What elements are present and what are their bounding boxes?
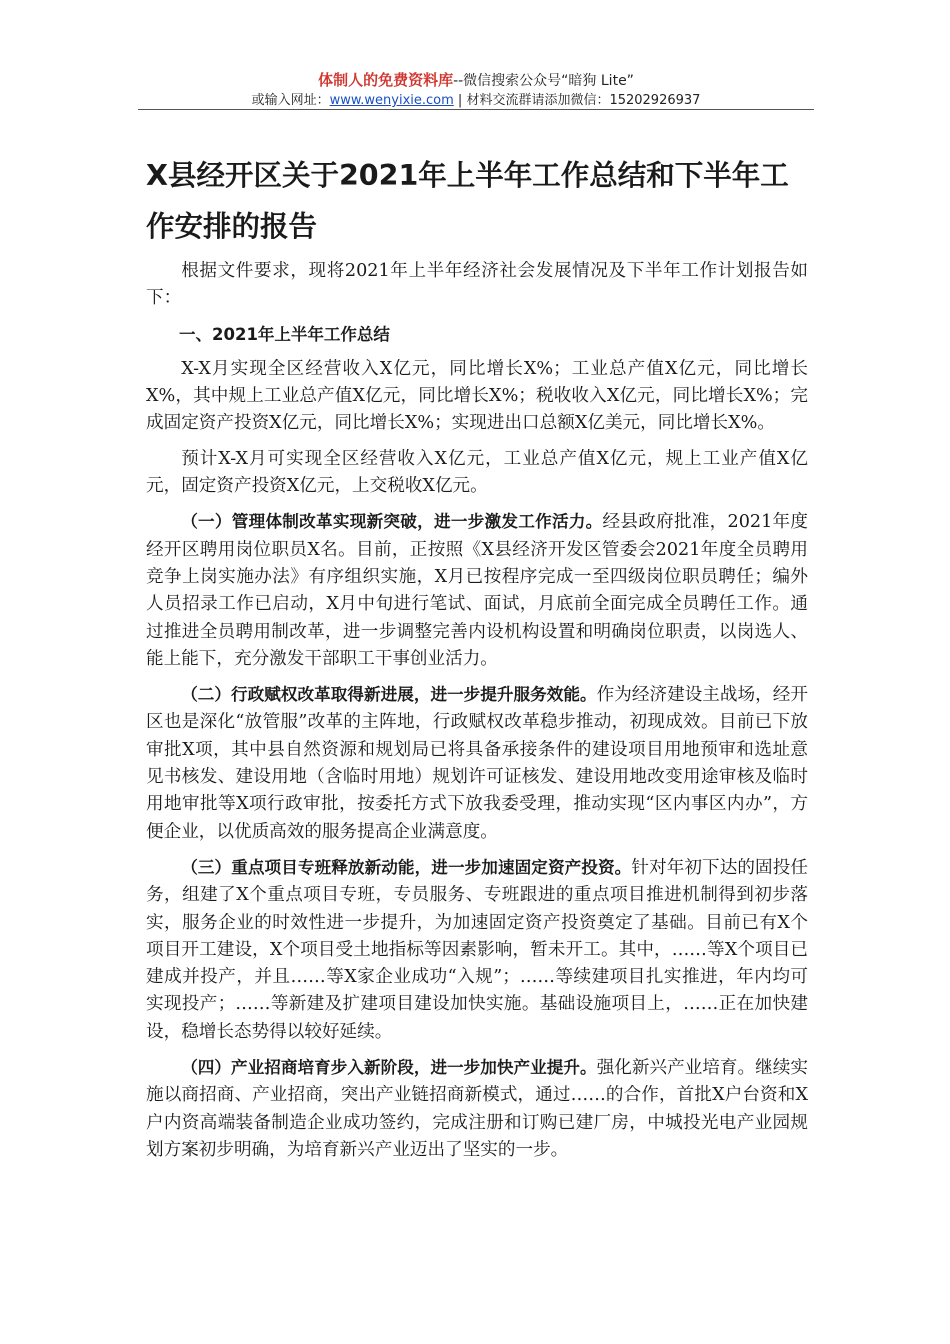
header-line-1 [138,70,814,91]
item-paragraph-1 [146,508,808,673]
section-heading: 一、2021年上半年工作总结 [179,324,390,344]
header-url-link[interactable]: www.wenyixie.com [329,93,454,108]
stats-paragraph-1: X-X月实现全区经营收入X亿元，同比增长X%；工业总产值X亿元，同比增长X%，其中规上工业总产值X亿元，同比增长X%；税收收入X亿元，同比增长X%；完成固定资产投资X亿元，同比增长X%；实现进出口总额X亿美元，同比增长X%。 [146,358,808,434]
header-url-prefix: 或输入网址： [251,93,330,108]
item-text-4: 强化新兴产业培育。继续实施以商招商、产业招商，突出产业链招商新模式，通过……的合作，首批X户台资和X户内资高端装备制造企业成功签约，完成注册和订购已建厂房，中城投光电产业园规划方案初步明确，为培育新兴产业迈出了坚实的一步。 [146,1058,808,1160]
item-text-2: 作为经济建设主战场，经开区也是深化“放管服”改革的主阵地，行政赋权改革稳步推动，初现成效。目前已下放审批X项，其中县自然资源和规划局已将具备承接条件的建设项目用地预审和选址意见书核发、建设用地（含临时用地）规划许可证核发、建设用地改变用途审核及临时用地审批等X项行政审批，按委托方式下放我委受理，推动实现“区内事区内办”，方便企业，以优质高效的服务提高企业满意度。 [146,685,808,842]
item-paragraph-3 [146,854,808,1046]
item-lead-3: （三）重点项目专班释放新动能，进一步加速固定资产投资。 [181,857,632,877]
document-title: X县经开区关于2021年上半年工作总结和下半年工作安排的报告 [146,159,789,243]
document-body [146,258,808,1172]
header-tagline: --微信搜索公众号“暗狗 Lite” [453,73,634,89]
item-paragraph-4 [146,1054,808,1164]
item-lead-4: （四）产业招商培育步入新阶段，进一步加快产业提升。 [181,1058,597,1078]
header-brand: 体制人的免费资料库 [318,71,454,89]
header-contact: | 材料交流群请添加微信：15202926937 [453,93,701,108]
header-divider [138,109,814,110]
item-paragraph-2 [146,681,808,846]
header-line-2 [138,91,814,110]
page-header [138,70,814,110]
intro-paragraph: 根据文件要求，现将2021年上半年经济社会发展情况及下半年工作计划报告如下： [146,261,808,309]
item-text-1: 经县政府批准，2021年度经开区聘用岗位职员X名。目前，正按照《X县经济开发区管委会2021年度全员聘用竞争上岗实施办法》有序组织实施，X月已按程序完成一至四级岗位职员聘任；编外人员招录工作已启动，X月中旬进行笔试、面试，月底前全面完成全员聘任工作。通过推进全员聘用制改革，进一步调整完善内设机构设置和明确岗位职责，以岗选人、能上能下，充分激发干部职工干事创业活力。 [146,512,809,669]
item-text-3: 针对年初下达的固投任务，组建了X个重点项目专班，专员服务、专班跟进的重点项目推进机制得到初步落实，服务企业的时效性进一步提升，为加速固定资产投资奠定了基础。目前已有X个项目开工建设，X个项目受土地指标等因素影响，暂未开工。其中，……等X个项目已建成并投产，并且……等X家企业成功“入规”；……等续建项目扎实推进，年内均可实现投产；……等新建及扩建项目建设加快实施。基础设施项目上，……正在加快建设，稳增长态势得以较好延续。 [146,857,808,1042]
item-lead-2: （二）行政赋权改革取得新进展，进一步提升服务效能。 [181,685,597,705]
item-lead-1: （一）管理体制改革实现新突破，进一步激发工作活力。 [181,512,603,532]
stats-paragraph-2: 预计X-X月可实现全区经营收入X亿元，工业总产值X亿元，规上工业产值X亿元，固定资产投资X亿元，上交税收X亿元。 [146,448,808,497]
